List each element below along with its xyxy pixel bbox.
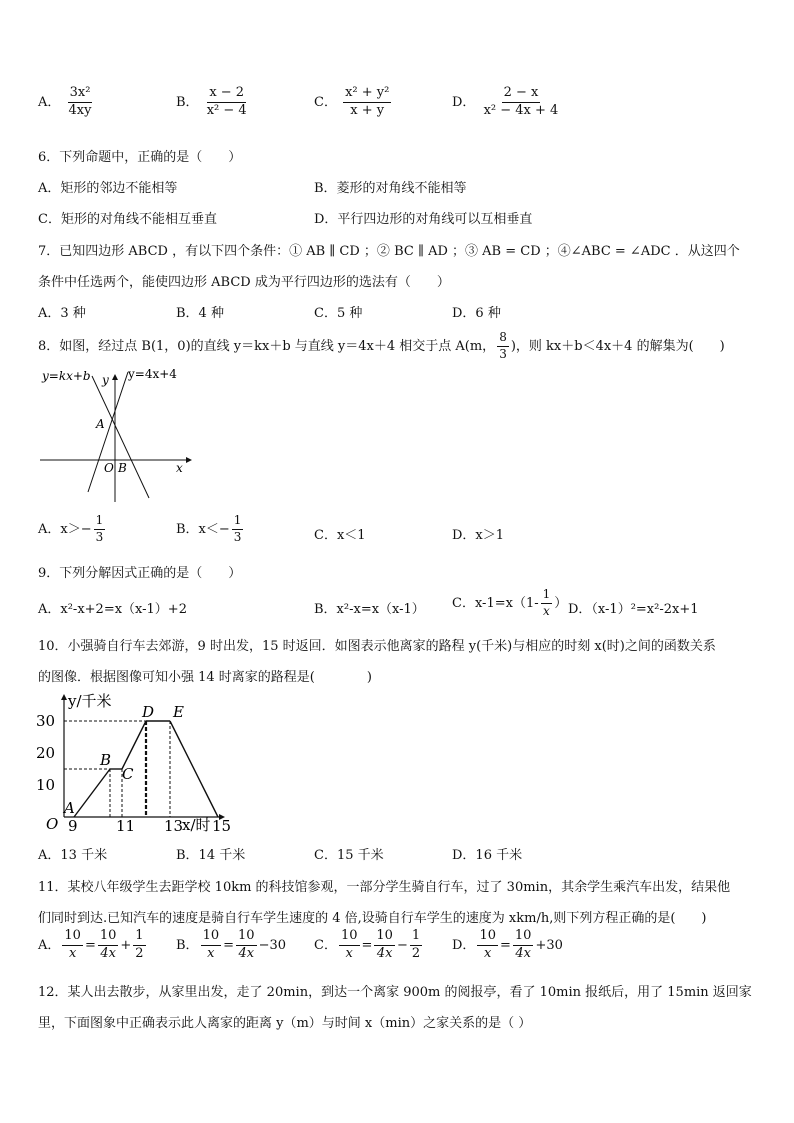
q10-series-segment — [170, 721, 218, 817]
q11-option-b-frac2 — [236, 929, 257, 962]
q5-option-d-label: D． — [452, 94, 476, 110]
q5-option-b — [176, 86, 251, 119]
q10-y-tick-label: 10 — [36, 776, 56, 794]
q11-option-d-equals: = — [499, 937, 511, 953]
q11-option-d-frac1-den: x — [484, 945, 492, 961]
q11-option-b-label: B． — [176, 937, 199, 953]
q11-option-d-frac1 — [477, 929, 498, 962]
q5-option-d-den: x² − 4x + 4 — [483, 102, 559, 118]
q11-option-b-tail: −30 — [258, 937, 286, 953]
q10-stem-line1: 10．小强骑自行车去郊游，9 时出发，15 时返回．如图表示他离家的路程 y(千米)与相应的时刻 x(时)之间的函数关系 — [38, 639, 716, 654]
q11-option-c-frac3 — [410, 929, 422, 962]
q8-x-axis-label: x — [176, 461, 183, 475]
q11-option-a-frac3-den: 2 — [135, 945, 144, 961]
q11-option-c-frac2-den: 4x — [376, 945, 393, 961]
q7-stem-line2: 条件中任选两个，能使四边形 ABCD 成为平行四边形的选法有（ ） — [38, 275, 450, 290]
q8-option-a-text: A．x＞− — [38, 521, 92, 537]
q10-option-a: A．13 千米 — [38, 848, 108, 863]
q10-x-tick-label: 15 — [212, 817, 232, 835]
q10-point-label-b: B — [100, 751, 112, 769]
q6-stem: 6．下列命题中，正确的是（ ） — [38, 150, 242, 165]
q8-option-b-num: 1 — [232, 514, 244, 530]
q10-point-label-a: A — [64, 799, 75, 817]
q11-option-b-frac1-den: x — [207, 945, 215, 961]
q11-option-a-frac1-den: x — [68, 945, 77, 961]
q11-option-b-frac2-num: 10 — [236, 929, 257, 946]
q11-option-d-frac2-num: 10 — [513, 929, 534, 946]
q8-origin-label: O — [104, 461, 114, 475]
q11-option-c — [314, 929, 424, 962]
q5-option-c-num: x² + y² — [343, 86, 391, 103]
q8-stem-a: 8．如图，经过点 B(1，0)的直线 y＝kx＋b 与直线 y＝4x＋4 相交于点 A(m， — [38, 339, 496, 354]
q11-option-d-tail: +30 — [535, 937, 563, 953]
q7-option-b: B．4 种 — [176, 306, 224, 321]
q6-option-d: D．平行四边形的对角线可以互相垂直 — [314, 212, 533, 227]
q9-option-c-den: x — [543, 603, 550, 618]
q11-option-c-frac3-num: 1 — [410, 929, 422, 946]
q8-option-d: D．x＞1 — [452, 528, 505, 543]
q8-option-a — [38, 514, 107, 545]
q9-option-d: D．（x-1）²=x²-2x+1 — [568, 602, 699, 617]
q11-option-c-frac2-num: 10 — [374, 929, 395, 946]
q5-option-d — [452, 86, 562, 119]
q11-option-d-label: D． — [452, 937, 476, 953]
q11-option-c-frac3-den: 2 — [411, 945, 421, 961]
q8-point-b-label: B — [118, 461, 127, 475]
q10-point-label-d: D — [142, 703, 155, 721]
q11-option-c-equals: = — [361, 937, 373, 953]
q8-option-c: C．x＜1 — [314, 528, 366, 543]
q8-stem-b: )，则 kx＋b＜4x＋4 的解集为( ) — [510, 339, 725, 354]
q11-option-b-frac1 — [201, 929, 222, 962]
q9-option-a: A．x²-x+2=x（x-1）+2 — [38, 602, 187, 617]
q12-stem-line1: 12．某人出去散步，从家里出发，走了 20min，到达一个离家 900m 的阅报亭，看了 10min 报纸后，用了 15min 返回家 — [38, 985, 752, 1000]
q8-option-b-text: B．x＜− — [176, 521, 230, 537]
q8-y-axis-label: y — [102, 373, 109, 387]
q11-stem-line2: 们同时到达.已知汽车的速度是骑自行车学生速度的 4 倍,设骑自行车学生的速度为 xkm/h,则下列方程正确的是( ) — [38, 911, 707, 926]
q11-option-d — [452, 929, 563, 962]
q10-x-tick-label: 9 — [68, 817, 78, 835]
q8-point-a-label: A — [96, 417, 105, 431]
q11-option-a-frac2-num: 10 — [98, 929, 119, 946]
q11-option-c-frac1-den: x — [345, 945, 353, 961]
q6-option-a: A．矩形的邻边不能相等 — [38, 181, 178, 196]
q11-option-a-equals: = — [84, 937, 96, 953]
q11-option-d-frac2 — [513, 929, 534, 962]
q7-option-c: C．5 种 — [314, 306, 363, 321]
q7-stem-line1: 7．已知四边形 ABCD ，有以下四个条件：① AB ∥ CD ；② BC ∥ AD ；③ AB = CD ；④∠ABC = ∠ADC ．从这四个 — [38, 244, 740, 259]
q5-option-c-label: C． — [314, 94, 337, 110]
q10-chart — [34, 690, 234, 835]
q11-option-c-frac1-num: 10 — [339, 929, 360, 946]
q8-label-4x-plus-4: y=4x+4 — [128, 367, 177, 381]
q10-x-tick-label: 11 — [116, 817, 136, 835]
q11-option-c-frac1 — [339, 929, 360, 962]
q8-y-axis-arrow — [112, 374, 118, 380]
q12-stem-line2: 里，下面图象中正确表示此人离家的距离 y（m）与时间 x（min）之家关系的是（ ） — [38, 1016, 532, 1031]
q11-option-b-frac2-den: 4x — [238, 945, 255, 961]
q8-option-a-den: 3 — [95, 529, 104, 544]
q8-option-a-num: 1 — [94, 514, 106, 530]
q10-option-b: B．14 千米 — [176, 848, 246, 863]
q11-option-b — [176, 929, 286, 962]
q11-option-a — [38, 929, 148, 962]
q5-option-a-den: 4xy — [68, 102, 92, 118]
q10-option-d: D．16 千米 — [452, 848, 523, 863]
q5-option-b-den: x² − 4 — [206, 102, 247, 118]
q10-point-label-c: C — [122, 765, 134, 783]
q11-option-b-frac1-num: 10 — [201, 929, 222, 946]
q8-x-axis-arrow — [186, 457, 192, 463]
q10-y-axis-arrow — [61, 694, 67, 700]
q11-option-c-operator: − — [396, 937, 408, 953]
q8-option-b — [176, 514, 245, 545]
q7-option-a: A．3 种 — [38, 306, 86, 321]
q11-option-d-frac2-den: 4x — [515, 945, 531, 961]
q5-option-d-num: 2 − x — [502, 86, 541, 103]
q5-option-c — [314, 86, 393, 119]
q10-y-axis-label: y/千米 — [68, 692, 112, 710]
q10-series-segment — [74, 769, 110, 817]
q11-option-d-frac1-num: 10 — [477, 929, 498, 946]
q11-option-c-frac2 — [374, 929, 395, 962]
q9-option-c-pre: C．x-1=x（1- — [452, 595, 539, 611]
q10-stem-line2: 的图像．根据图像可知小强 14 时离家的路程是( ) — [38, 670, 372, 685]
q5-option-b-label: B． — [176, 94, 199, 110]
q9-option-c-post: ） — [554, 595, 568, 611]
q10-x-axis-label: x/时 — [182, 816, 211, 834]
q11-stem-line1: 11．某校八年级学生去距学校 10km 的科技馆参观，一部分学生骑自行车，过了 30min，其余学生乘汽车出发，结果他 — [38, 880, 731, 895]
q10-origin-label: O — [46, 815, 59, 833]
q11-option-a-frac3 — [133, 929, 145, 962]
q6-option-b: B．菱形的对角线不能相等 — [314, 181, 467, 196]
q7-option-d: D．6 种 — [452, 306, 501, 321]
q8-option-b-den: 3 — [233, 529, 242, 544]
q10-y-tick-label: 30 — [36, 712, 56, 730]
q9-option-c-num: 1 — [541, 588, 553, 604]
q10-series-segment — [122, 721, 146, 769]
q9-stem: 9．下列分解因式正确的是（ ） — [38, 566, 242, 581]
q9-option-b: B．x²-x=x（x-1） — [314, 602, 425, 617]
q8-graph — [36, 366, 196, 506]
q11-option-a-frac2 — [98, 929, 119, 962]
q11-option-a-frac3-num: 1 — [133, 929, 145, 946]
q8-frac-den: 3 — [499, 347, 507, 361]
q10-point-label-e: E — [173, 703, 184, 721]
q5-option-c-den: x + y — [350, 102, 385, 118]
q5-option-a — [38, 86, 95, 119]
q9-option-c — [452, 588, 567, 619]
q10-option-c: C．15 千米 — [314, 848, 384, 863]
q8-label-kx-plus-b: y=kx+b — [42, 369, 91, 383]
q8-frac-num: 8 — [497, 331, 509, 347]
q6-option-c: C．矩形的对角线不能相互垂直 — [38, 212, 217, 227]
q11-option-b-equals: = — [223, 937, 235, 953]
q5-option-a-label: A． — [38, 94, 61, 110]
q10-y-tick-label: 20 — [36, 744, 56, 762]
q8-stem — [38, 330, 725, 364]
q11-option-c-label: C． — [314, 937, 337, 953]
q5-option-b-num: x − 2 — [207, 86, 246, 103]
q10-x-tick-label: 13 — [164, 817, 184, 835]
q11-option-a-frac1-num: 10 — [62, 929, 83, 946]
q11-option-a-label: A． — [38, 937, 61, 953]
q11-option-a-frac2-den: 4x — [100, 945, 116, 961]
q11-option-a-frac1 — [62, 929, 83, 962]
q11-option-a-operator: + — [120, 937, 132, 953]
q5-option-a-num: 3x² — [68, 86, 93, 103]
